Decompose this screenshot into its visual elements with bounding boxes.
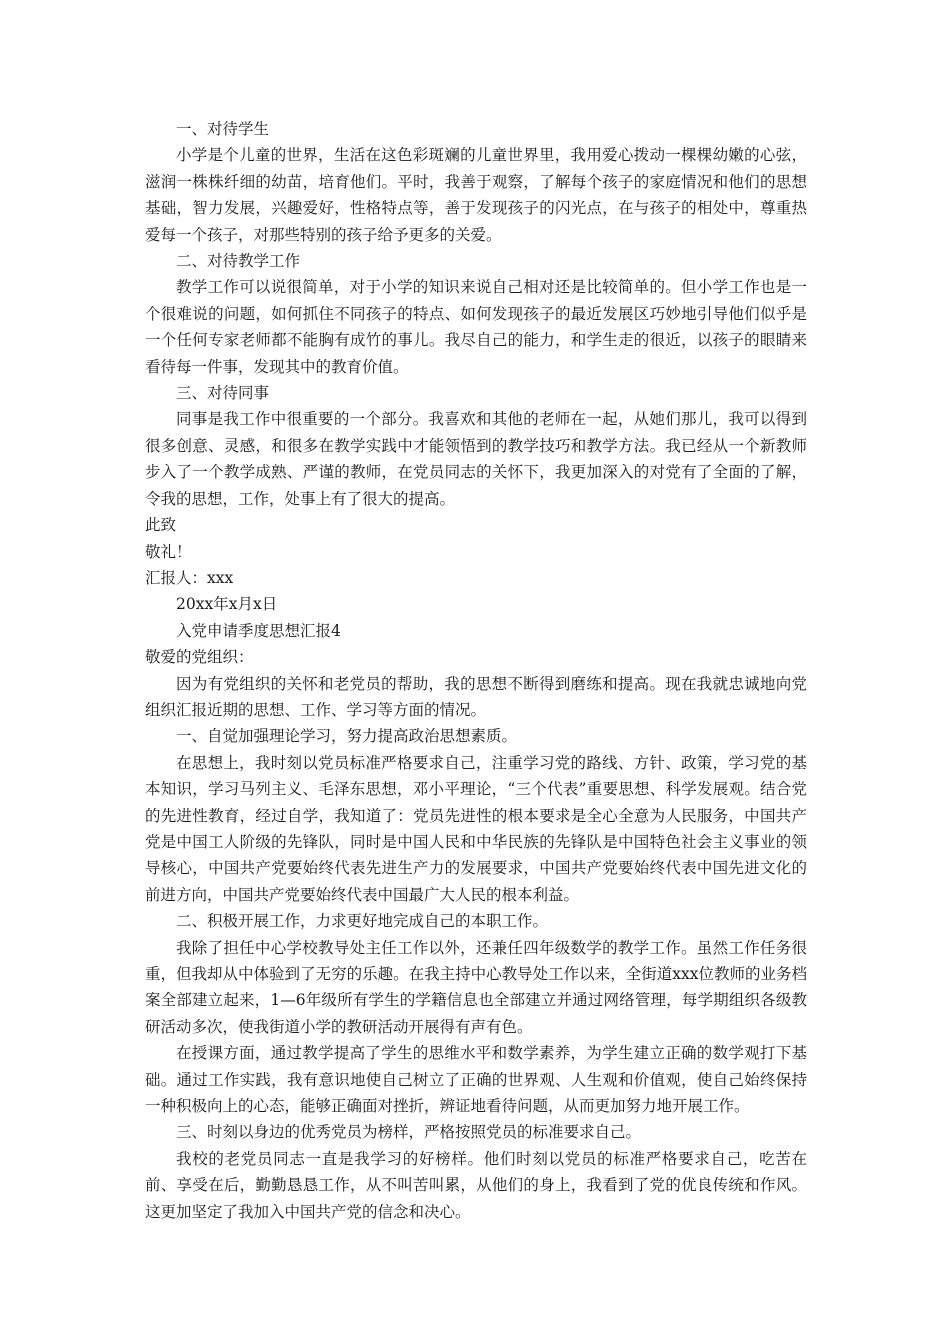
closing-salute: 敬礼！ [145,542,192,561]
paragraph: 我校的老党员同志一直是我学习的好榜样。他们时刻以党员的标准严格要求自己，吃苦在前、享受在后，勤勤恳恳工作，从不叫苦叫累，从他们的身上，我看到了党的优良传统和作风。这更加坚定了我加入中国共产党的信念和决心。 [145,1149,807,1221]
section-heading: 一、自觉加强理论学习，努力提高政治思想素质。 [176,727,518,746]
paragraph: 我除了担任中心学校教导处主任工作以外，还兼任四年级数学的教学工作。虽然工作任务很重，但我却从中体验到了无穷的乐趣。在我主持中心教导处工作以来，全街道xxx位教师的业务档案全部建立起来，1—6年级所有学生的学籍信息也全部建立并通过网络管理，每学期组织各级教研活动多次，使我街道小学的教研活动开展得有声有色。 [145,938,807,1036]
paragraph: 因为有党组织的关怀和老党员的帮助，我的思想不断得到磨练和提高。现在我就忠诚地向党组织汇报近期的思想、工作、学习等方面的情况。 [145,674,807,719]
paragraph: 在思想上，我时刻以党员标准严格要求自己，注重学习党的路线、方针、政策，学习党的基本知识，学习马列主义、毛泽东思想，邓小平理论，“三个代表”重要思想、科学发展观。结合党的先进性教育，经过自学，我知道了：党员先进性的根本要求是全心全意为人民服务，中国共产党是中国工人阶级的先锋队，同时是中国人民和中华民族的先锋队是中国特色社会主义事业的领导核心，中国共产党要始终代表先进生产力的发展要求，中国共产党要始终代表中国先进文化的前进方向，中国共产党要始终代表中国最广大人民的根本利益。 [145,753,807,904]
section-heading: 三、对待同事 [176,384,270,403]
paragraph: 教学工作可以说很简单，对于小学的知识来说自己相对还是比较简单的。但小学工作也是一个很难说的问题，如何抓住不同孩子的特点、如何发现孩子的最近发展区巧妙地引导他们似乎是一个任何专家老师都不能胸有成竹的事儿。我尽自己的能力，和学生走的很近，以孩子的眼睛来看待每一件事，发现其中的教育价值。 [145,278,807,376]
reporter-line: 汇报人：xxx [145,568,234,587]
paragraph: 小学是个儿童的世界，生活在这色彩斑斓的儿童世界里，我用爱心拨动一棵棵幼嫩的心弦，滋润一株株纤细的幼苗，培育他们。平时，我善于观察，了解每个孩子的家庭情况和他们的思想基础，智力发展，兴趣爱好，性格特点等，善于发现孩子的闪光点，在与孩子的相处中，尊重热爱每一个孩子，对那些特别的孩子给予更多的关爱。 [145,146,807,244]
section-heading: 二、积极开展工作，力求更好地完成自己的本职工作。 [176,912,549,931]
section-heading: 三、时刻以身边的优秀党员为榜样，严格按照党员的标准要求自己。 [176,1123,642,1142]
paragraph: 同事是我工作中很重要的一个部分。我喜欢和其他的老师在一起，从她们那儿，我可以得到很多创意、灵感，和很多在教学实践中才能领悟到的教学技巧和教学方法。我已经从一个新教师步入了一个教学成熟、严谨的教师，在党员同志的关怀下，我更加深入的对党有了全面的了解，令我的思想，工作，处事上有了很大的提高。 [145,410,807,508]
salutation: 敬爱的党组织： [145,648,254,667]
document-title: 入党申请季度思想汇报4 [176,621,341,640]
closing-line: 此致 [145,516,177,535]
section-heading: 二、对待教学工作 [176,252,301,271]
date-line: 20xx年x月x日 [176,595,278,614]
paragraph: 在授课方面，通过教学提高了学生的思维水平和数学素养，为学生建立正确的数学观打下基础。通过工作实践，我有意识地使自己树立了正确的世界观、人生观和价值观，使自己始终保持一种积极向上的心态，能够正确面对挫折，辨证地看待问题，从而更加努力地开展工作。 [145,1044,807,1116]
document-body [145,116,807,1225]
section-heading: 一、对待学生 [176,120,270,138]
